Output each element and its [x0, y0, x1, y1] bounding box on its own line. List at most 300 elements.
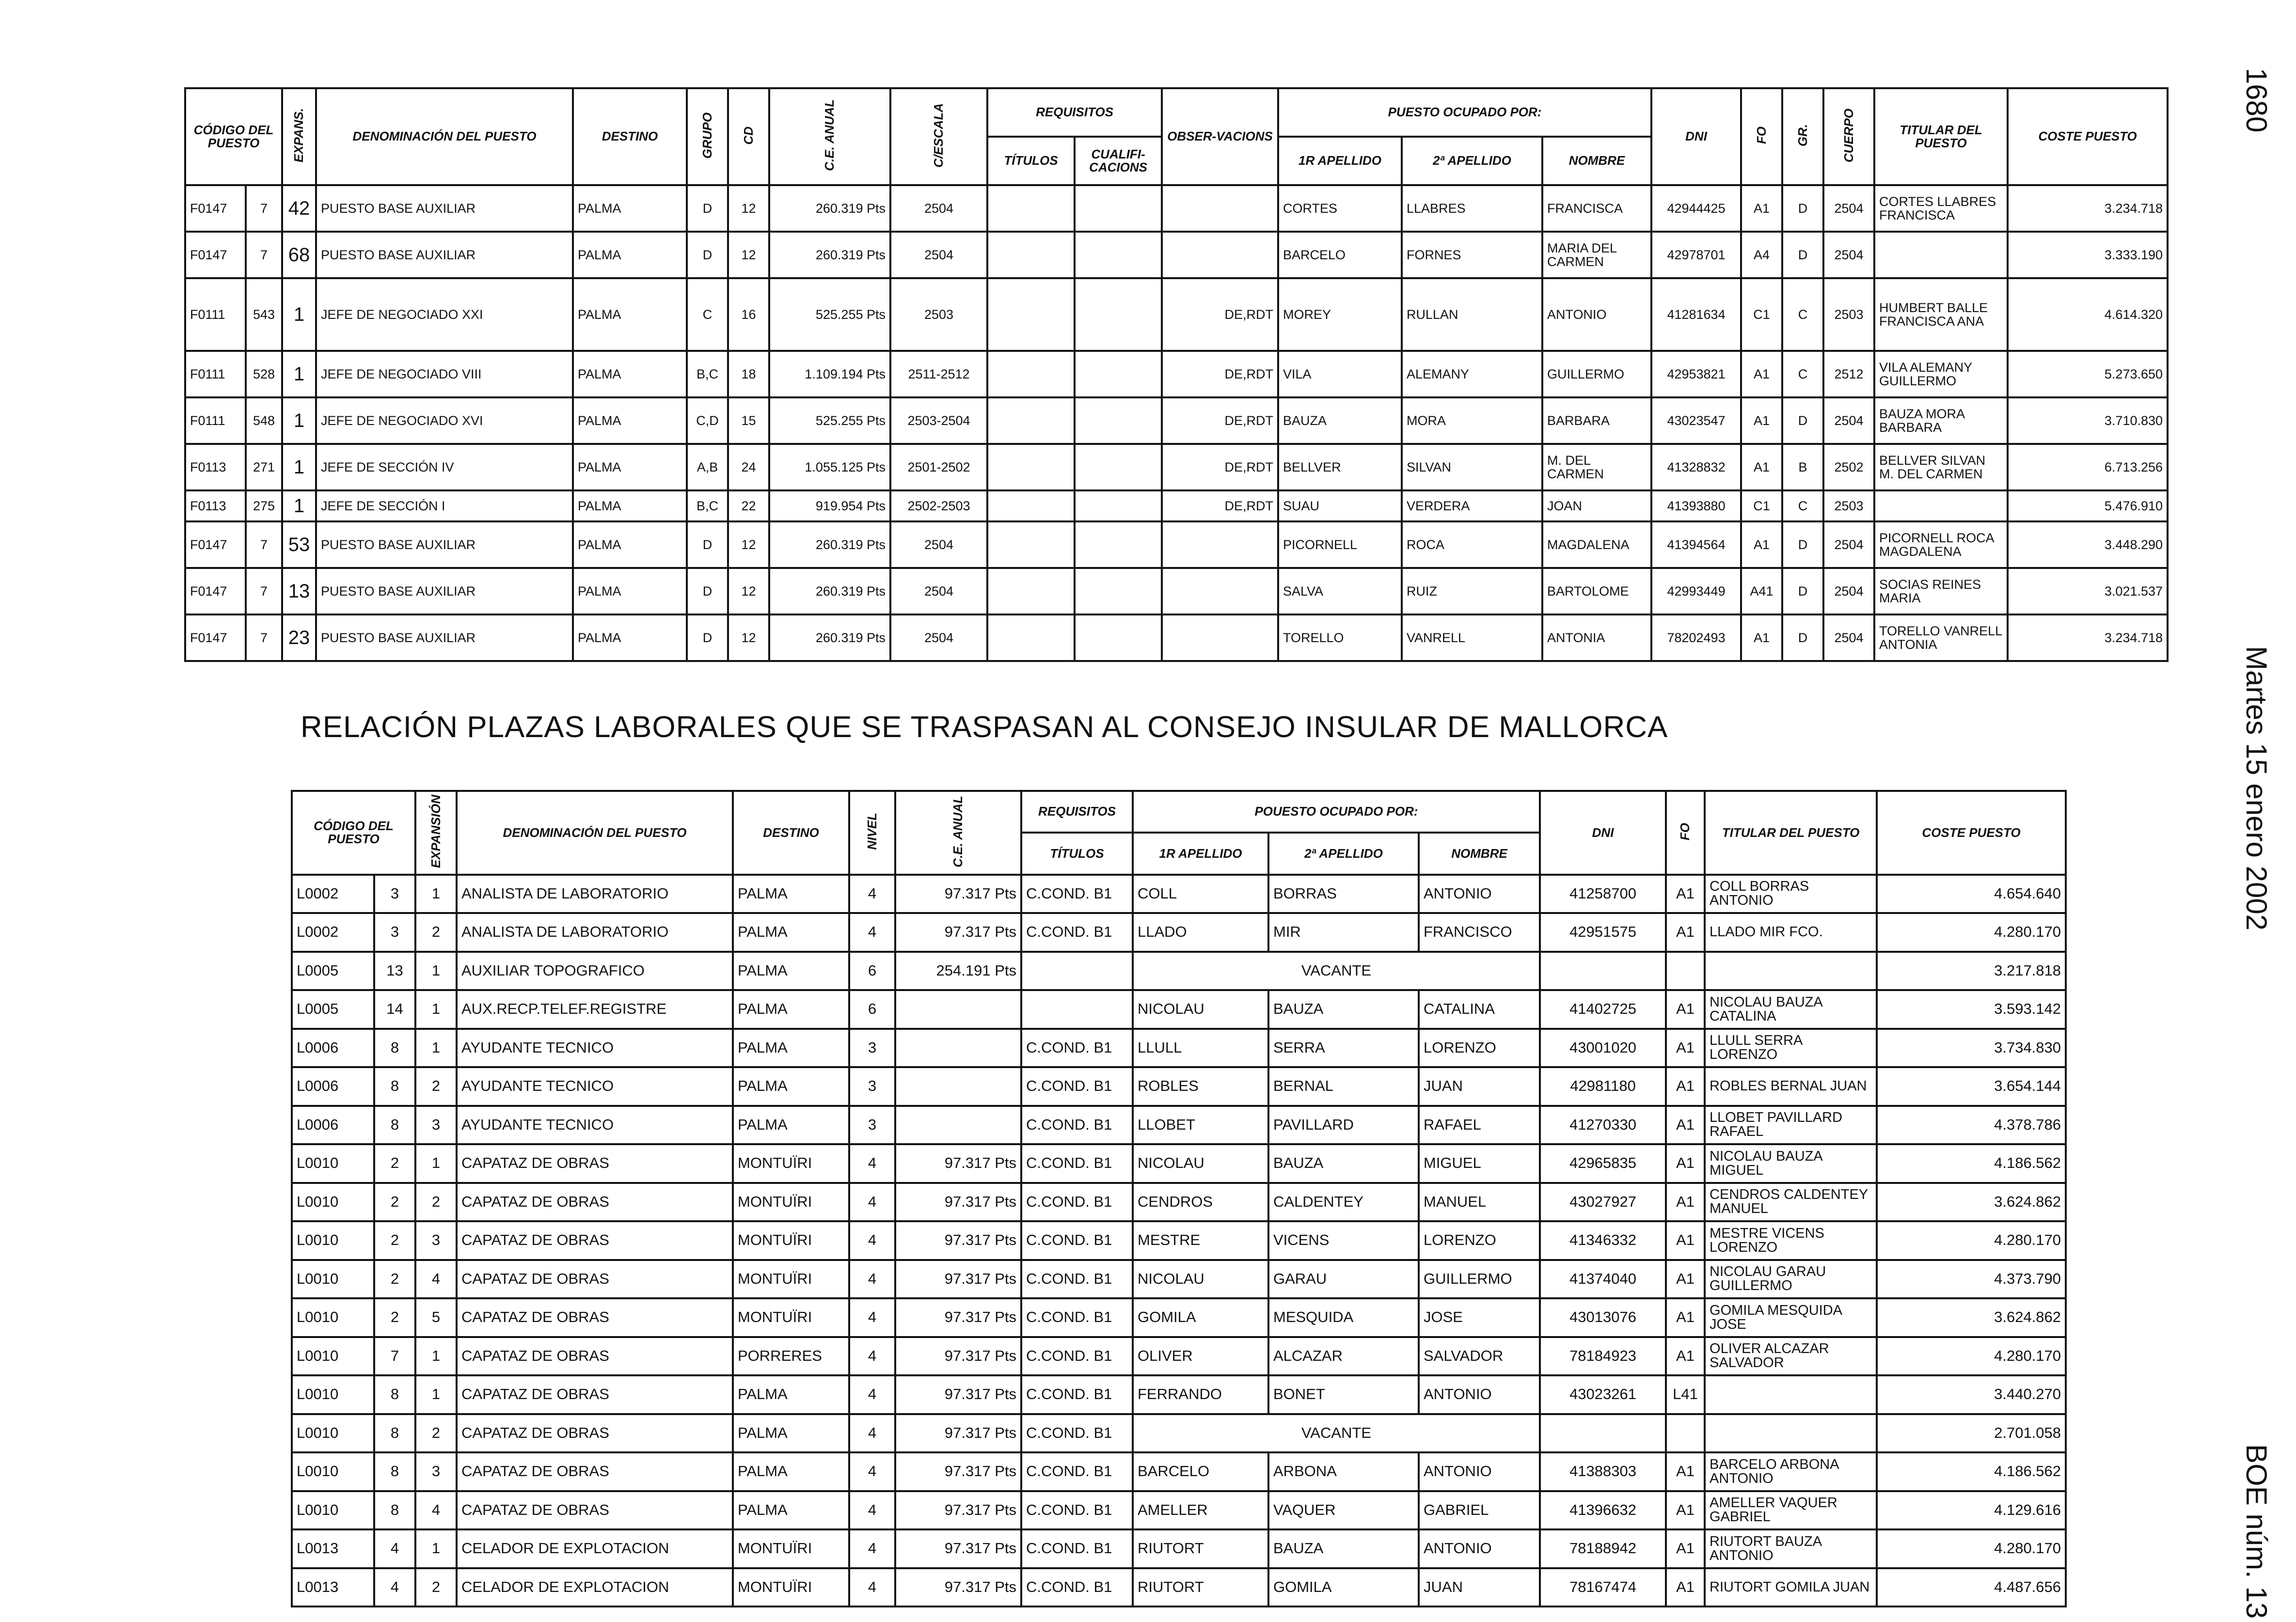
expansion-cell: 2	[415, 913, 457, 952]
cd-cell: 24	[728, 444, 769, 490]
sub-code-cell: 7	[246, 614, 282, 661]
ce-annual-cell	[895, 990, 1021, 1029]
first-surname-cell: RIUTORT	[1133, 1529, 1268, 1568]
holder-cell: VILA ALEMANY GUILLERMO	[1874, 351, 2008, 397]
header-titulos: TÍTULOS	[1021, 833, 1133, 874]
code-cell: L0010	[292, 1414, 374, 1453]
header-titular: TITULAR DEL PUESTO	[1874, 88, 2008, 185]
header-apellido2: 2ª APELLIDO	[1268, 833, 1419, 874]
second-surname-cell: RUIZ	[1402, 568, 1542, 614]
first-surname-cell: LLULL	[1133, 1029, 1268, 1068]
second-surname-cell: BORRAS	[1268, 875, 1419, 913]
first-name-cell: JUAN	[1419, 1568, 1540, 1607]
code-cell: L0005	[292, 952, 374, 991]
first-name-cell: MIGUEL	[1419, 1144, 1540, 1183]
destination-cell: PALMA	[573, 351, 687, 397]
table-row	[292, 913, 2066, 952]
fo-cell: A1	[1741, 444, 1782, 490]
qualifications-cell	[1075, 232, 1162, 278]
level-cell: 4	[849, 1414, 895, 1453]
table-row	[292, 875, 2066, 913]
level-cell: 4	[849, 875, 895, 913]
holder-cell: BARCELO ARBONA ANTONIO	[1705, 1452, 1877, 1491]
fo-cell: A1	[1666, 1260, 1705, 1299]
first-name-cell: MAGDALENA	[1542, 521, 1651, 568]
second-surname-cell: RULLAN	[1402, 278, 1542, 351]
cd-cell: 15	[728, 397, 769, 444]
dni-cell: 43027927	[1540, 1183, 1666, 1222]
destination-cell: PALMA	[733, 1029, 849, 1068]
destination-cell: PALMA	[733, 1106, 849, 1145]
second-surname-cell: GOMILA	[1268, 1568, 1419, 1607]
destination-cell: MONTUÏRI	[733, 1260, 849, 1299]
destination-cell: MONTUÏRI	[733, 1529, 849, 1568]
cost-cell: 4.280.170	[1877, 913, 2066, 952]
holder-cell	[1705, 952, 1877, 991]
titles-cell: C.COND. B1	[1021, 1298, 1133, 1337]
expansion-cell: 1	[415, 952, 457, 991]
holder-cell: RIUTORT GOMILA JUAN	[1705, 1568, 1877, 1607]
body-code-cell: 2512	[1823, 351, 1874, 397]
qualifications-cell	[1075, 444, 1162, 490]
group-cell: D	[687, 614, 728, 661]
cost-cell: 5.476.910	[2008, 490, 2168, 521]
holder-cell: BELLVER SILVAN M. DEL CARMEN	[1874, 444, 2008, 490]
destination-cell: MONTUÏRI	[733, 1221, 849, 1260]
cost-cell: 3.734.830	[1877, 1029, 2066, 1068]
header-titular: TITULAR DEL PUESTO	[1705, 791, 1877, 875]
expansion-cell: 1	[415, 1529, 457, 1568]
header-coste: COSTE PUESTO	[2008, 88, 2168, 185]
gr-cell: D	[1782, 232, 1823, 278]
gr-cell: C	[1782, 490, 1823, 521]
ce-annual-cell: 97.317 Pts	[895, 1452, 1021, 1491]
dni-cell: 41394564	[1651, 521, 1741, 568]
fo-cell: A1	[1666, 1106, 1705, 1145]
destination-cell: MONTUÏRI	[733, 1183, 849, 1222]
sub-code-cell: 8	[374, 1414, 415, 1453]
header-fo: FO	[1666, 791, 1705, 875]
denomination-cell: CAPATAZ DE OBRAS	[457, 1375, 733, 1414]
first-name-cell: GABRIEL	[1419, 1491, 1540, 1530]
holder-cell: RIUTORT BAUZA ANTONIO	[1705, 1529, 1877, 1568]
cost-cell: 4.378.786	[1877, 1106, 2066, 1145]
ce-annual-cell: 97.317 Pts	[895, 1144, 1021, 1183]
observations-cell: DE,RDT	[1162, 397, 1278, 444]
code-cell: L0002	[292, 875, 374, 913]
observations-cell: DE,RDT	[1162, 351, 1278, 397]
first-name-cell: ANTONIO	[1419, 1529, 1540, 1568]
code-cell: F0111	[185, 397, 246, 444]
sub-code-cell: 7	[246, 185, 282, 232]
fo-cell: A1	[1666, 1144, 1705, 1183]
observations-cell	[1162, 614, 1278, 661]
table-row	[292, 1298, 2066, 1337]
fo-cell: A1	[1741, 614, 1782, 661]
expansion-cell: 1	[415, 1375, 457, 1414]
expansion-cell: 1	[415, 1144, 457, 1183]
first-name-cell: RAFAEL	[1419, 1106, 1540, 1145]
destination-cell: PALMA	[733, 1375, 849, 1414]
fo-cell: A1	[1666, 1491, 1705, 1530]
sub-code-cell: 8	[374, 1375, 415, 1414]
cost-cell: 3.440.270	[1877, 1375, 2066, 1414]
second-surname-cell: ALCAZAR	[1268, 1337, 1419, 1376]
titles-cell: C.COND. B1	[1021, 1337, 1133, 1376]
first-surname-cell: SUAU	[1278, 490, 1402, 521]
sub-code-cell: 7	[246, 521, 282, 568]
cd-cell: 12	[728, 614, 769, 661]
qualifications-cell	[1075, 490, 1162, 521]
code-cell: L0010	[292, 1337, 374, 1376]
sub-code-cell: 548	[246, 397, 282, 444]
scale-cell: 2504	[890, 521, 987, 568]
dni-cell: 43001020	[1540, 1029, 1666, 1068]
denomination-cell: CELADOR DE EXPLOTACION	[457, 1529, 733, 1568]
first-name-cell: FRANCISCA	[1542, 185, 1651, 232]
denomination-cell: PUESTO BASE AUXILIAR	[316, 521, 573, 568]
first-surname-cell: COLL	[1133, 875, 1268, 913]
code-cell: F0147	[185, 568, 246, 614]
header-apellido1: 1R APELLIDO	[1133, 833, 1268, 874]
first-surname-cell: OLIVER	[1133, 1337, 1268, 1376]
table-row	[292, 1221, 2066, 1260]
expansion-cell: 1	[415, 1337, 457, 1376]
cost-cell: 4.186.562	[1877, 1452, 2066, 1491]
expansion-cell: 5	[415, 1298, 457, 1337]
ce-annual-cell: 525.255 Pts	[769, 397, 890, 444]
sub-code-cell: 8	[374, 1067, 415, 1106]
first-name-cell: M. DEL CARMEN	[1542, 444, 1651, 490]
level-cell: 3	[849, 1067, 895, 1106]
denomination-cell: PUESTO BASE AUXILIAR	[316, 568, 573, 614]
body-code-cell: 2502	[1823, 444, 1874, 490]
denomination-cell: JEFE DE NEGOCIADO XXI	[316, 278, 573, 351]
first-name-cell: BARBARA	[1542, 397, 1651, 444]
header-titulos: TÍTULOS	[987, 137, 1075, 185]
holder-cell: CORTES LLABRES FRANCISCA	[1874, 185, 2008, 232]
denomination-cell: CAPATAZ DE OBRAS	[457, 1298, 733, 1337]
header-nombre: NOMBRE	[1419, 833, 1540, 874]
level-cell: 4	[849, 1221, 895, 1260]
destination-cell: PALMA	[733, 875, 849, 913]
ce-annual-cell: 260.319 Pts	[769, 185, 890, 232]
level-cell: 4	[849, 1337, 895, 1376]
cd-cell: 18	[728, 351, 769, 397]
ce-annual-cell: 260.319 Pts	[769, 614, 890, 661]
expansion-cell: 1	[282, 278, 316, 351]
group-cell: A,B	[687, 444, 728, 490]
holder-cell: OLIVER ALCAZAR SALVADOR	[1705, 1337, 1877, 1376]
gr-cell: D	[1782, 614, 1823, 661]
gr-cell: C	[1782, 278, 1823, 351]
observations-cell: DE,RDT	[1162, 490, 1278, 521]
dni-cell: 43023261	[1540, 1375, 1666, 1414]
first-name-cell: FRANCISCO	[1419, 913, 1540, 952]
sub-code-cell: 2	[374, 1144, 415, 1183]
destination-cell: PALMA	[733, 1414, 849, 1453]
expansion-cell: 1	[282, 444, 316, 490]
fo-cell: A1	[1666, 875, 1705, 913]
destination-cell: MONTUÏRI	[733, 1298, 849, 1337]
titles-cell: C.COND. B1	[1021, 1106, 1133, 1145]
dni-cell: 41393880	[1651, 490, 1741, 521]
dni-cell: 41374040	[1540, 1260, 1666, 1299]
dni-cell	[1540, 1414, 1666, 1453]
titles-cell: C.COND. B1	[1021, 1029, 1133, 1068]
code-cell: F0111	[185, 351, 246, 397]
civil-service-posts-table	[184, 87, 2169, 662]
cost-cell: 3.234.718	[2008, 185, 2168, 232]
second-surname-cell: PAVILLARD	[1268, 1106, 1419, 1145]
fo-cell: L41	[1666, 1375, 1705, 1414]
fo-cell: A1	[1666, 913, 1705, 952]
cost-cell: 4.614.320	[2008, 278, 2168, 351]
titles-cell: C.COND. B1	[1021, 1375, 1133, 1414]
scale-cell: 2511-2512	[890, 351, 987, 397]
ce-annual-cell	[895, 1029, 1021, 1068]
first-name-cell: ANTONIO	[1419, 1452, 1540, 1491]
table-row	[292, 1067, 2066, 1106]
titles-cell: C.COND. B1	[1021, 1568, 1133, 1607]
expansion-cell: 2	[415, 1414, 457, 1453]
sub-code-cell: 543	[246, 278, 282, 351]
dni-cell: 78167474	[1540, 1568, 1666, 1607]
dni-cell: 78184923	[1540, 1337, 1666, 1376]
titles-cell	[987, 521, 1075, 568]
header-coste: COSTE PUESTO	[1877, 791, 2066, 875]
fo-cell: A4	[1741, 232, 1782, 278]
qualifications-cell	[1075, 568, 1162, 614]
table-row	[292, 990, 2066, 1029]
first-surname-cell: LLADO	[1133, 913, 1268, 952]
dni-cell: 41258700	[1540, 875, 1666, 913]
titles-cell: C.COND. B1	[1021, 1260, 1133, 1299]
first-surname-cell: NICOLAU	[1133, 1144, 1268, 1183]
denomination-cell: CAPATAZ DE OBRAS	[457, 1491, 733, 1530]
code-cell: L0010	[292, 1221, 374, 1260]
dni-cell: 41346332	[1540, 1221, 1666, 1260]
table-row	[185, 614, 2168, 661]
cd-cell: 12	[728, 568, 769, 614]
ce-annual-cell: 1.055.125 Pts	[769, 444, 890, 490]
first-surname-cell: BARCELO	[1133, 1452, 1268, 1491]
first-name-cell: CATALINA	[1419, 990, 1540, 1029]
expansion-cell: 1	[282, 397, 316, 444]
holder-cell	[1705, 1375, 1877, 1414]
level-cell: 4	[849, 1491, 895, 1530]
dni-cell: 43013076	[1540, 1298, 1666, 1337]
holder-cell	[1874, 232, 2008, 278]
level-cell: 6	[849, 952, 895, 991]
second-surname-cell: VANRELL	[1402, 614, 1542, 661]
cost-cell: 6.713.256	[2008, 444, 2168, 490]
section-heading: RELACIÓN PLAZAS LABORALES QUE SE TRASPASAN AL CONSEJO INSULAR DE MALLORCA	[301, 710, 1668, 744]
destination-cell: PALMA	[573, 232, 687, 278]
holder-cell: GOMILA MESQUIDA JOSE	[1705, 1298, 1877, 1337]
code-cell: L0010	[292, 1452, 374, 1491]
fo-cell: A1	[1666, 1029, 1705, 1068]
ce-annual-cell	[895, 1067, 1021, 1106]
group-cell: B,C	[687, 490, 728, 521]
gr-cell: D	[1782, 568, 1823, 614]
holder-cell: PICORNELL ROCA MAGDALENA	[1874, 521, 2008, 568]
fo-cell: A1	[1666, 990, 1705, 1029]
group-cell: C,D	[687, 397, 728, 444]
header-codigo: CÓDIGO DEL PUESTO	[185, 88, 282, 185]
dni-cell: 42978701	[1651, 232, 1741, 278]
qualifications-cell	[1075, 278, 1162, 351]
table-row	[292, 1144, 2066, 1183]
destination-cell: PALMA	[573, 490, 687, 521]
cd-cell: 12	[728, 185, 769, 232]
header-fo: FO	[1741, 88, 1782, 185]
vacant-cell: VACANTE	[1133, 1414, 1540, 1453]
first-name-cell: GUILLERMO	[1542, 351, 1651, 397]
dni-cell: 41270330	[1540, 1106, 1666, 1145]
expansion-cell: 2	[415, 1183, 457, 1222]
cost-cell: 3.710.830	[2008, 397, 2168, 444]
second-surname-cell: LLABRES	[1402, 185, 1542, 232]
cost-cell: 5.273.650	[2008, 351, 2168, 397]
denomination-cell: PUESTO BASE AUXILIAR	[316, 232, 573, 278]
sub-code-cell: 4	[374, 1529, 415, 1568]
titles-cell: C.COND. B1	[1021, 1221, 1133, 1260]
denomination-cell: CAPATAZ DE OBRAS	[457, 1337, 733, 1376]
table-row	[292, 1414, 2066, 1453]
header-cd: CD	[728, 88, 769, 185]
dni-cell: 41281634	[1651, 278, 1741, 351]
table-row	[185, 278, 2168, 351]
code-cell: L0006	[292, 1067, 374, 1106]
expansion-cell: 68	[282, 232, 316, 278]
cost-cell: 4.654.640	[1877, 875, 2066, 913]
table-row	[292, 1337, 2066, 1376]
expansion-cell: 42	[282, 185, 316, 232]
expansion-cell: 1	[415, 990, 457, 1029]
code-cell: L0010	[292, 1144, 374, 1183]
holder-cell: CENDROS CALDENTEY MANUEL	[1705, 1183, 1877, 1222]
fo-cell: A1	[1666, 1529, 1705, 1568]
table-row	[292, 1375, 2066, 1414]
expansion-cell: 2	[415, 1067, 457, 1106]
second-surname-cell: SILVAN	[1402, 444, 1542, 490]
holder-cell: LLADO MIR FCO.	[1705, 913, 1877, 952]
bulletin-number: BOE núm. 13	[2240, 1444, 2273, 1619]
level-cell: 4	[849, 1529, 895, 1568]
dni-cell: 41328832	[1651, 444, 1741, 490]
dni-cell	[1540, 952, 1666, 991]
cost-cell: 3.448.290	[2008, 521, 2168, 568]
sub-code-cell: 275	[246, 490, 282, 521]
cost-cell: 3.624.862	[1877, 1298, 2066, 1337]
dni-cell: 42951575	[1540, 913, 1666, 952]
denomination-cell: CAPATAZ DE OBRAS	[457, 1414, 733, 1453]
second-surname-cell: VAQUER	[1268, 1491, 1419, 1530]
second-surname-cell: ROCA	[1402, 521, 1542, 568]
cost-cell: 4.186.562	[1877, 1144, 2066, 1183]
qualifications-cell	[1075, 351, 1162, 397]
fo-cell	[1666, 1414, 1705, 1453]
labour-posts-table	[291, 790, 2067, 1607]
titles-cell: C.COND. B1	[1021, 1529, 1133, 1568]
gr-cell: B	[1782, 444, 1823, 490]
denomination-cell: AUX.RECP.TELEF.REGISTRE	[457, 990, 733, 1029]
ce-annual-cell: 525.255 Pts	[769, 278, 890, 351]
titles-cell	[987, 444, 1075, 490]
first-surname-cell: FERRANDO	[1133, 1375, 1268, 1414]
code-cell: F0147	[185, 232, 246, 278]
cost-cell: 3.624.862	[1877, 1183, 2066, 1222]
code-cell: L0010	[292, 1260, 374, 1299]
titles-cell	[987, 232, 1075, 278]
destination-cell: PALMA	[573, 614, 687, 661]
level-cell: 4	[849, 1260, 895, 1299]
second-surname-cell: FORNES	[1402, 232, 1542, 278]
second-surname-cell: MESQUIDA	[1268, 1298, 1419, 1337]
destination-cell: PALMA	[733, 1452, 849, 1491]
ce-annual-cell: 97.317 Pts	[895, 1183, 1021, 1222]
header-expansion: EXPANSIÓN	[415, 791, 457, 875]
group-cell: B,C	[687, 351, 728, 397]
sub-code-cell: 528	[246, 351, 282, 397]
destination-cell: PALMA	[733, 913, 849, 952]
observations-cell	[1162, 232, 1278, 278]
first-name-cell: LORENZO	[1419, 1029, 1540, 1068]
titles-cell: C.COND. B1	[1021, 1414, 1133, 1453]
expansion-cell: 1	[282, 490, 316, 521]
body-code-cell: 2504	[1823, 397, 1874, 444]
holder-cell: TORELLO VANRELL ANTONIA	[1874, 614, 2008, 661]
cost-cell: 3.654.144	[1877, 1067, 2066, 1106]
header-denominacion: DENOMINACIÓN DEL PUESTO	[457, 791, 733, 875]
destination-cell: MONTUÏRI	[733, 1144, 849, 1183]
body-code-cell: 2504	[1823, 185, 1874, 232]
code-cell: L0013	[292, 1568, 374, 1607]
expansion-cell: 3	[415, 1221, 457, 1260]
ce-annual-cell: 919.954 Pts	[769, 490, 890, 521]
table-row	[292, 1529, 2066, 1568]
first-surname-cell: NICOLAU	[1133, 1260, 1268, 1299]
first-surname-cell: PICORNELL	[1278, 521, 1402, 568]
denomination-cell: CAPATAZ DE OBRAS	[457, 1183, 733, 1222]
cd-cell: 12	[728, 232, 769, 278]
ce-annual-cell: 97.317 Pts	[895, 875, 1021, 913]
header-nivel: NIVEL	[849, 791, 895, 875]
holder-cell	[1705, 1414, 1877, 1453]
fo-cell: A41	[1741, 568, 1782, 614]
code-cell: F0147	[185, 614, 246, 661]
cost-cell: 3.021.537	[2008, 568, 2168, 614]
sub-code-cell: 271	[246, 444, 282, 490]
ce-annual-cell	[895, 1106, 1021, 1145]
level-cell: 4	[849, 1298, 895, 1337]
first-surname-cell: BELLVER	[1278, 444, 1402, 490]
sub-code-cell: 8	[374, 1491, 415, 1530]
dni-cell: 78202493	[1651, 614, 1741, 661]
fo-cell: A1	[1666, 1183, 1705, 1222]
header-cualificaciones: CUALIFI-CACIONS	[1075, 137, 1162, 185]
header-ce-anual: C.E. ANUAL	[769, 88, 890, 185]
code-cell: F0147	[185, 185, 246, 232]
body-code-cell: 2503	[1823, 278, 1874, 351]
ce-annual-cell: 97.317 Pts	[895, 1529, 1021, 1568]
gr-cell: D	[1782, 521, 1823, 568]
denomination-cell: AUXILIAR TOPOGRAFICO	[457, 952, 733, 991]
ce-annual-cell: 97.317 Pts	[895, 1375, 1021, 1414]
denomination-cell: PUESTO BASE AUXILIAR	[316, 614, 573, 661]
titles-cell	[987, 278, 1075, 351]
